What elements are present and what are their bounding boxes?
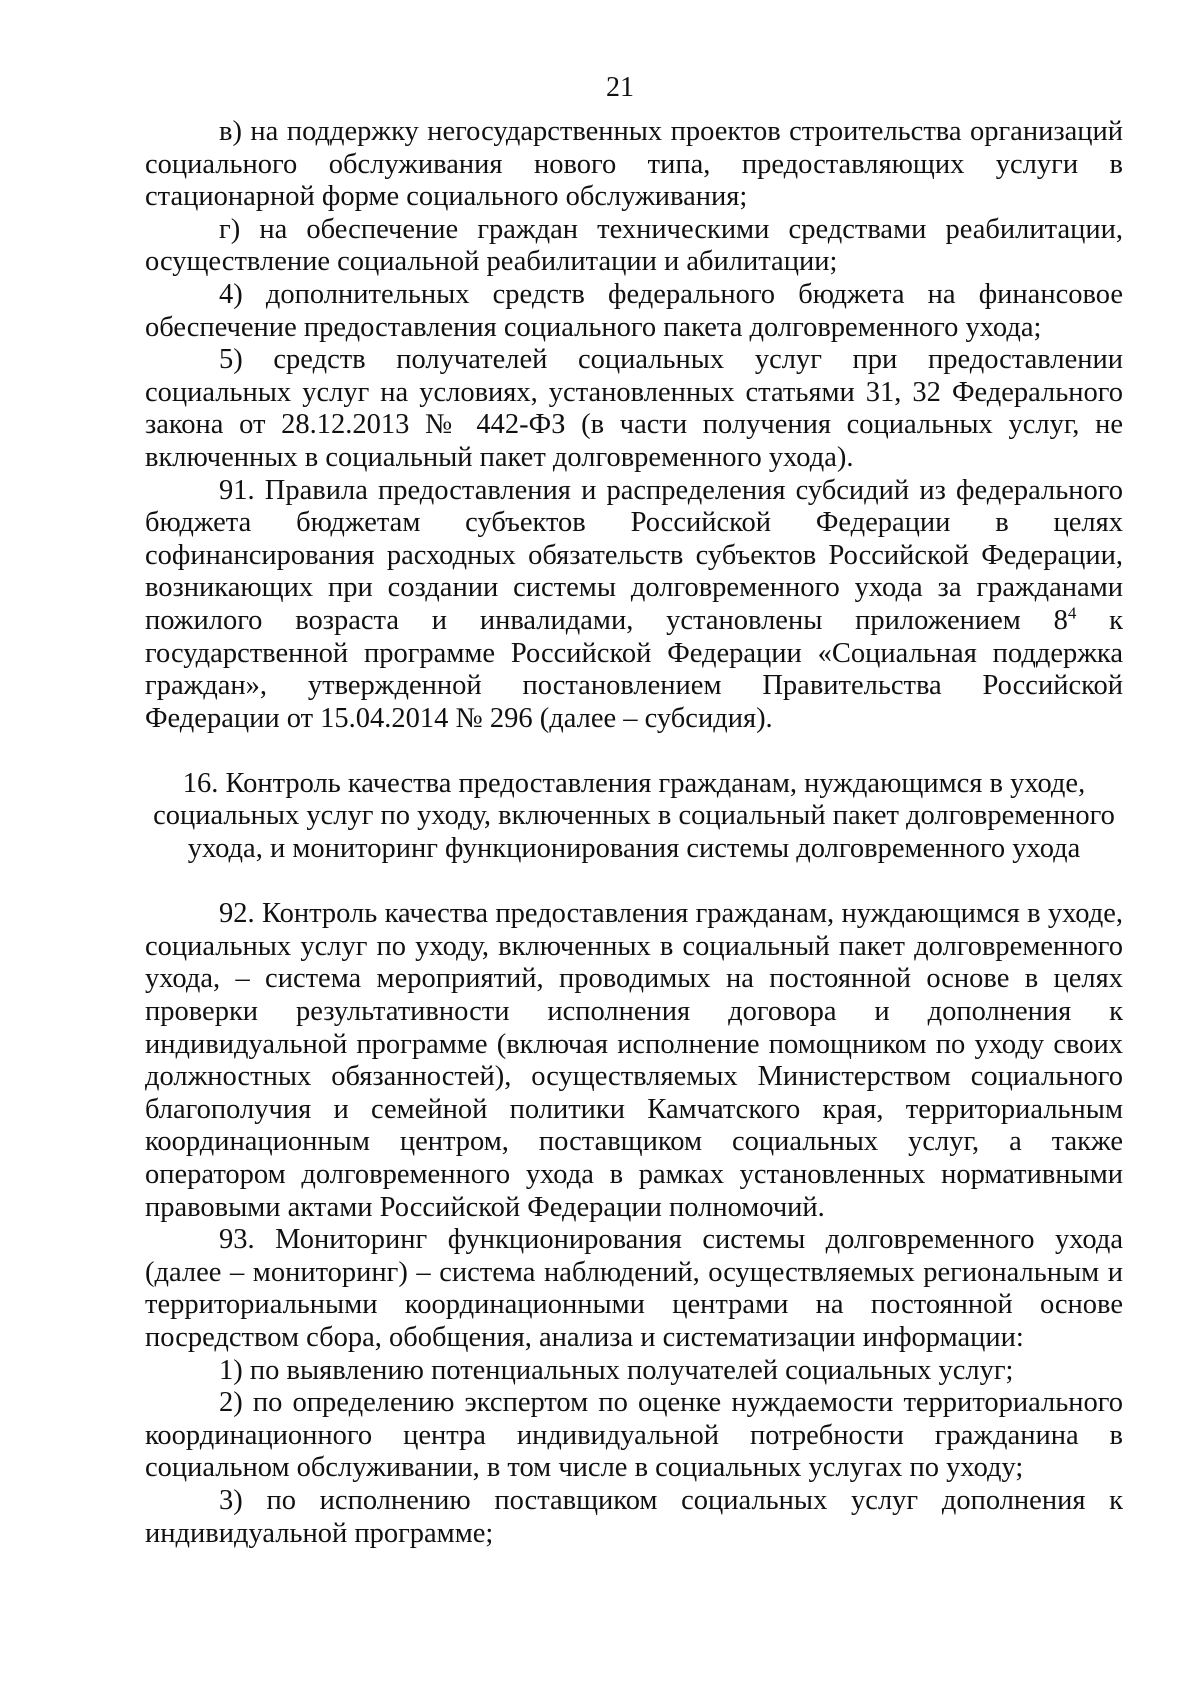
section-heading-line: ухода, и мониторинг функционирования системы долговременного ухода	[187, 833, 1081, 865]
paragraph-4: 4) дополнительных средств федерального бюджета на финансовое обеспечение предоставления социального пакета долговременного ухода;	[145, 278, 1123, 343]
paragraph-93-item-3: 3) по исполнению поставщиком социальных услуг дополнения к индивидуальной программе;	[145, 1484, 1123, 1549]
appendix-superscript: 4	[1067, 603, 1077, 623]
spacer	[145, 866, 1123, 899]
paragraph-93: 93. Мониторинг функционирования системы долговременного ухода (далее – мониторинг) – система наблюдений, осуществляемых региональным и территориальными координационными центрами на постоянной основе посредством сбора, обобщения, анализа и систематизации информации:	[145, 1224, 1123, 1353]
document-body	[145, 116, 1123, 1550]
paragraph-v: в) на поддержку негосударственных проектов строительства организаций социального обслуживания нового типа, предоставляющих услуги в стационарной форме социального обслуживания;	[145, 116, 1123, 213]
paragraph-91-text-start: 91. Правила предоставления и распределения субсидий из федерального бюджета бюджетам субъектов Российской Федерации в целях софинансирования расходных обязательств субъектов Российской Федерации, возникающих при создании системы долговременного ухода за гражданами пожилого возраста и инвалидами, установлены приложением 8	[145, 474, 1123, 636]
paragraph-91	[145, 475, 1123, 736]
paragraph-93-item-2: 2) по определению экспертом по оценке нуждаемости территориального координационного центра индивидуальной потребности гражданина в социальном обслуживании, в том числе в социальных услугах по уходу;	[145, 1387, 1123, 1484]
paragraph-g: г) на обеспечение граждан техническими средствами реабилитации, осуществление социальной реабилитации и абилитации;	[145, 213, 1123, 278]
section-16-heading	[145, 768, 1123, 866]
paragraph-5: 5) средств получателей социальных услуг при предоставлении социальных услуг на условиях, установленных статьями 31, 32 Федерального закона от 28.12.2013 № 442-ФЗ (в части получения социальных услуг, не включенных в социальный пакет долговременного ухода).	[145, 344, 1123, 473]
spacer	[145, 735, 1123, 768]
page-number: 21	[606, 72, 634, 103]
section-heading-line: социальных услуг по уходу, включенных в социальный пакет долговременного	[153, 800, 1115, 832]
paragraph-92: 92. Контроль качества предоставления гражданам, нуждающимся в уходе, социальных услуг по уходу, включенных в социальный пакет долговременного ухода, – система мероприятий, проводимых на постоянной основе в целях проверки результативности исполнения договора и дополнения к индивидуальной программе (включая исполнение помощником по уходу своих должностных обязанностей), осуществляемых Министерством социального благополучия и семейной политики Камчатского края, территориальным координационным центром, поставщиком социальных услуг, а также оператором долговременного ухода в рамках установленных нормативными правовыми актами Российской Федерации полномочий.	[145, 898, 1123, 1223]
section-heading-line: 16. Контроль качества предоставления гражданам, нуждающимся в уходе,	[182, 767, 1086, 799]
paragraph-91-text-end: к государственной программе Российской Федерации «Социальная поддержка граждан», утвержденной постановлением Правительства Российской Федерации от 15.04.2014 № 296 (далее – субсидия).	[145, 604, 1123, 734]
paragraph-93-item-1: 1) по выявлению потенциальных получателей социальных услуг;	[219, 1354, 1014, 1386]
